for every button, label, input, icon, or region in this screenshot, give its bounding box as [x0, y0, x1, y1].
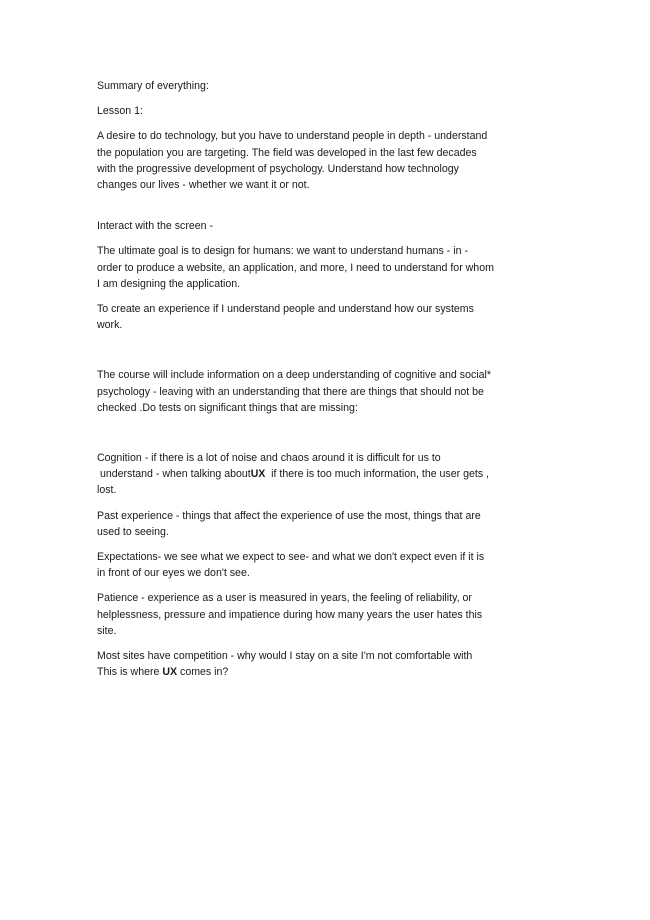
spacer [97, 416, 547, 441]
lesson-heading-line: Lesson 1: [97, 105, 143, 118]
spacer [97, 499, 547, 508]
spacer [97, 292, 547, 301]
document-title [97, 78, 547, 94]
paragraph-line: work. [97, 319, 123, 332]
ux-term: UX [250, 468, 266, 481]
expectations-paragraph [97, 549, 547, 581]
document-body [97, 78, 547, 680]
paragraph-line: in front of our eyes we don't see. [97, 567, 250, 580]
past-experience-paragraph [97, 508, 547, 540]
paragraph-line: order to produce a website, an application, and more, I need to understand for whom [97, 261, 494, 274]
title-line: Summary of everything: [97, 80, 209, 92]
paragraph-line: Most sites have competition - why would I stay on a site I'm not comfortable with [97, 650, 473, 663]
spacer [97, 234, 547, 243]
cognition-text-before: understand - when talking about [97, 468, 251, 481]
paragraph-line: To create an experience if I understand people and understand how our systems [97, 303, 474, 316]
ultimate-goal-paragraph [97, 243, 547, 292]
spacer [97, 441, 547, 450]
paragraph-line: The course will include information on a deep understanding of cognitive and social* [97, 369, 491, 382]
spacer [97, 193, 547, 218]
paragraph-line: used to seeing. [97, 525, 169, 538]
patience-paragraph [97, 590, 547, 639]
paragraph-line: Patience - experience as a user is measured in years, the feeling of reliability, or [97, 592, 472, 605]
paragraph-line: site. [97, 624, 117, 637]
interact-heading [97, 218, 547, 234]
spacer [97, 358, 547, 367]
paragraph-line: the population you are targeting. The field was developed in the last few decades [97, 146, 477, 159]
create-experience-paragraph [97, 301, 547, 333]
interact-heading-line: Interact with the screen - [97, 220, 213, 233]
paragraph-line: with the progressive development of psychology. Understand how technology [97, 162, 459, 175]
closing-line-with-ux [97, 664, 547, 680]
paragraph-line: Past experience - things that affect the experience of use the most, things that are [97, 509, 481, 522]
closing-text-after: comes in? [177, 666, 229, 679]
spacer [97, 639, 547, 648]
paragraph-line: I am designing the application. [97, 277, 241, 290]
paragraph-line: lost. [97, 484, 117, 497]
paragraph-line: Expectations- we see what we expect to see- and what we don't expect even if it is [97, 551, 485, 564]
spacer [97, 119, 547, 128]
paragraph-line: The ultimate goal is to design for humans: we want to understand humans - in - [97, 245, 468, 258]
paragraph-line: psychology - leaving with an understanding that there are things that should not be [97, 385, 484, 398]
spacer [97, 333, 547, 358]
cognition-text-after: if there is too much information, the user gets , [265, 468, 490, 481]
paragraph-line: Cognition - if there is a lot of noise and chaos around it is difficult for us to [97, 452, 441, 465]
closing-text-before: This is where [97, 666, 163, 679]
spacer [97, 581, 547, 590]
paragraph-line-with-ux [97, 466, 547, 482]
course-content-paragraph [97, 367, 547, 416]
lesson-heading [97, 103, 547, 119]
ux-term: UX [162, 666, 178, 679]
spacer [97, 540, 547, 549]
cognition-paragraph [97, 450, 547, 499]
paragraph-line: A desire to do technology, but you have to understand people in depth - understand [97, 130, 488, 143]
desire-paragraph [97, 128, 547, 193]
paragraph-line: changes our lives - whether we want it or not. [97, 179, 310, 192]
paragraph-line: helplessness, pressure and impatience during how many years the user hates this [97, 608, 483, 621]
paragraph-line: checked .Do tests on significant things that are missing: [97, 401, 358, 414]
spacer [97, 94, 547, 103]
competition-paragraph [97, 648, 547, 680]
